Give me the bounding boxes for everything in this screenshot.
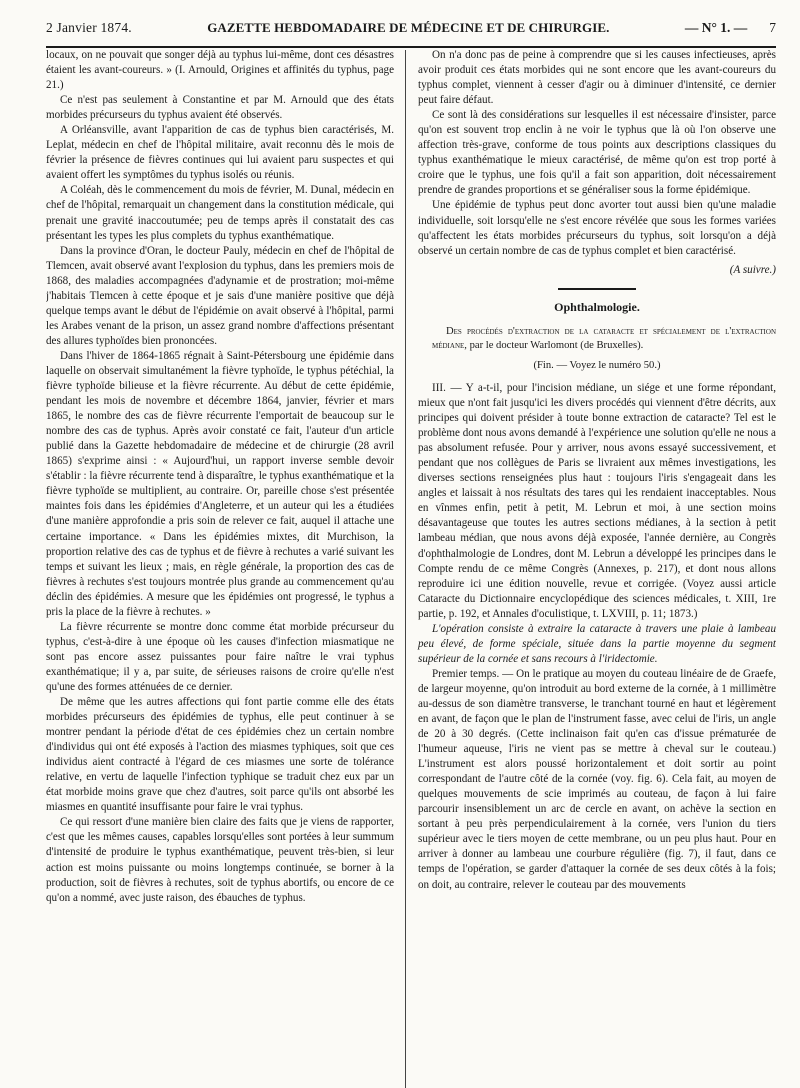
paragraph: Une épidémie de typhus peut donc avorter tout aussi bien qu'une maladie individuelle, soit lorsqu'elle ne s'est encore révélée que sous les formes variées qu'affectent les états morbides précurseurs du typhus, soit lorsqu'on a déjà observé un certain nombre de cas de typhus complet et bien caractérisé. bbox=[418, 199, 776, 257]
paragraph: De même que les autres affections qui font partie comme elle des états morbides précurseurs des épidémies de typhus, elle peut continuer à se montrer pendant la période d'état de ces épidémies chez un certain nombre d'individus qui ont été exposés à l'action des miasmes typhiques, soit que ces individus aient contracté à l'égard de ces miasmes une sorte de tolérance relative, en vertu de laquelle l'infection typhique se traduit chez eux par un état morbide moins grave que chez d'autres, soit parce qu'ils ont absorbé les miasmes en quantité insuffisante pour faire le vrai typhus. bbox=[46, 696, 394, 814]
paragraph: Dans la province d'Oran, le docteur Pauly, médecin en chef de l'hôpital de Tlemcen, avait observé avant l'explosion du typhus, dans les premiers mois de 1868, des maladies accompagnées d'adynamie et de prostration; moi-même j'habitais Tlemcen à cette époque et je sais d'une manière positive que déjà quelque temps avant le début de l'épidémie on avait observé à l'hôpital, parmi les Arabes venant de la prison, un assez grand nombre d'affections présentant des allures typhoïdes bien prononcées. bbox=[46, 244, 394, 347]
article-title-main: Des procédés d'extraction de la cataracte et spécialement de l'extraction médiane, bbox=[432, 325, 776, 352]
section-rule bbox=[558, 288, 636, 290]
paragraph: Ce qui ressort d'une manière bien claire des faits que je viens de rapporter, c'est que les mêmes causes, capables lorsqu'elles sont portées à leur summum d'intensité de produire le typhus exanthématique, peuvent très-bien, si leur action est moins puissante ou moins longtemps continuée, se borner à la production, soit de fièvres à rechutes, soit de typhus abortifs, ou encore de ce qu'on a nommé, avec juste raison, des ébauches de typhus. bbox=[46, 816, 394, 904]
paragraph: Ce n'est pas seulement à Constantine et par M. Arnould que des états morbides précurseurs du typhus avaient été observés. bbox=[46, 94, 394, 122]
paragraph: Dans l'hiver de 1864-1865 régnait à Saint-Pétersbourg une épidémie dans laquelle on observait simultanément la fièvre typhoïde, le typhus pétéchial, la fièvre typhoïde bilieuse et la fièvre récurrente. Au début de cette épidémie, pendant les mois de novembre et décembre 1864, janvier, février et mars 1865, le nombre des cas de fièvre récurrente l'emportait de beaucoup sur le nombre des cas de typhus. Après avoir constaté ce fait, l'auteur d'un article publié dans la Gazette hebdomadaire de médecine et de chirurgie (28 avril 1865) s'exprime ainsi : « Aujourd'hui, un rapport inverse semble devoir s'établir : la fièvre récurrente tend à disparaître, le typhus exanthématique et la fièvre typhoïde se multiplient, au contraire. Or, pareille chose s'est présentée maintes fois dans les épidémies d'Angleterre, et un auteur qui les a étudiées d'une manière approfondie a pris soin de relever ce fait, auquel il attache une certaine importance. « Dans les épidémies mixtes, dit Murchison, la proportion relative des cas de typhus et de fièvre à rechutes a varié suivant les temps et suivant les lieux ; mais, en règle générale, la proportion des cas de fièvres à rechutes s'est toujours montrée plus grande au commencement qu'au déclin des épidémies. A mesure que les épidémies ont progressé, le typhus a pris la place de la fièvre à rechutes. » bbox=[46, 349, 394, 618]
left-column bbox=[46, 48, 405, 1088]
paragraph: A Coléah, dès le commencement du mois de février, M. Dunal, médecin en chef de l'hôpital, remarquait un changement dans la constitution médicale, qui prenait une gravité inaccoutumée; peu de temps après il constatait des cas présentant les types les plus complets du typhus exanthématique. bbox=[46, 184, 394, 242]
paragraph: A Orléansville, avant l'apparition de cas de typhus bien caractérisés, M. Leplat, médecin en chef de l'hôpital militaire, avait reconnu dès le mois de février la présence de fièvres continues qui lui avaient paru suspectes et qui avaient offert les symptômes du typhus isolés ou réunis. bbox=[46, 124, 394, 182]
paragraph: Premier temps. — On le pratique au moyen du couteau linéaire de de Graefe, de largeur moyenne, qu'on introduit au bord externe de la cornée, à 1 millimètre au-dessus de son diamètre transverse, le tranchant tourné en haut et légèrement en avant, de façon que le plan de l'instrument fasse, avec celui de l'iris, un angle de 20 à 30 degrés. (Cette inclinaison fait qu'en cas d'issue prématurée de l'humeur aqueuse, l'iris ne vient pas se mettre à cheval sur le couteau.) L'instrument est alors poussé horizontalement et doit sortir au point correspondant de l'autre côté de la cornée (voy. fig. 6). Cela fait, au moyen de quelques mouvements de scie imprimés au couteau, de façon à lui faire parcourir insensiblement un arc de cercle en avant, on achève la section en sortant à peu près perpendiculairement à la cornée, vers l'union du tiers supérieur avec le tiers moyen de cette membrane, ou un peu plus haut. Pour en arriver à donner au lambeau une courbure régulière (fig. 7), il faut, dans ce temps de l'opération, se garder d'attaquer la cornée de ses deux côtés à la fois; on doit, au contraire, relever le couteau par des mouvements bbox=[418, 667, 776, 891]
paragraph: III. — Y a-t-il, pour l'incision médiane, un siége et une forme répondant, mieux que n'ont fait jusqu'ici les divers procédés qui viennent d'être décrits, aux principes qui doivent présider à toute bonne extraction de cataracte? Tel est le problème dont nous avons demandé à l'expérience une solution qu'elle ne nous a pas absolument refusée. Pour y arriver, nous avons essayé successivement, et pendant que nos collègues de Paris se livraient aux mêmes investigations, les diverses sections renseignées plus haut : toujours l'iris s'engageait dans les angles et laissait à nos résultats des tares qui les rendaient inacceptables. Nous en vînmes enfin, petit à petit, M. Lebrun et moi, à une section moins désavantageuse que toutes les autres sections médianes, à la section à petit lambeau médian, que nous avons déjà exposée, l'année dernière, au Congrès d'ophthalmologie de Londres, dont M. Lebrun a développé les principes dans le Compte rendu de ce même Congrès (Annexes, p. 217), et dont nous allons reproduire ici une édition nouvelle, revue et corrigée. (Voyez aussi article Cataracte du Dictionnaire encyclopédique des sciences médicales, t. XIII, 1re partie, p. 192, et Annales d'oculistique, t. LXVIII, p. 11; 1873.) bbox=[418, 381, 776, 620]
paragraph: Ce sont là des considérations sur lesquelles il est nécessaire d'insister, parce qu'on est souvent trop enclin à ne voir le typhus que là où l'on observe une affection très-grave, conforme de tous points aux descriptions classiques du typhus exanthématique le mieux caractérisé, de même qu'on est trop porté à croire que le typhus, une fois qu'il a fait son apparition, doit nécessairement prendre de grandes proportions et se généraliser sous la forme épidémique. bbox=[418, 109, 776, 197]
section-heading: Ophthalmologie. bbox=[554, 299, 640, 314]
issue-number: — N° 1. — bbox=[684, 20, 748, 35]
right-column bbox=[406, 48, 776, 1088]
header-date: 2 Janvier 1874. bbox=[46, 20, 132, 35]
article-title bbox=[418, 325, 776, 354]
two-column-body bbox=[46, 48, 776, 1088]
to-be-continued: (A suivre.) bbox=[729, 263, 776, 276]
operation-summary: L'opération consiste à extraire la cataracte à travers une plaie à lambeau peu élevé, de forme spéciale, située dans la partie moyenne du segment supérieur de la cornée et sans recours à l'iridectomie. bbox=[418, 622, 776, 665]
paragraph: La fièvre récurrente se montre donc comme état morbide précurseur du typhus, c'est-à-dire à une époque où les causes d'infection miasmatique ne sont pas encore assez puissantes pour faire naître le vrai typhus exanthématique; il y a, par suite, de sérieuses raisons de croire qu'elle n'est qu'une des formes atténuées de ce dernier. bbox=[46, 620, 394, 693]
article-title-author: par le docteur Warlomont (de Bruxelles). bbox=[466, 340, 644, 352]
page-number: 7 bbox=[769, 20, 776, 35]
paragraph: locaux, on ne pouvait que songer déjà au typhus lui-même, dont ces désastres étaient les avant-coureurs. » (I. Arnould, Origines et affinités du typhus, page 21.) bbox=[46, 49, 394, 92]
running-header bbox=[46, 20, 776, 42]
paragraph: On n'a donc pas de peine à comprendre que si les causes infectieuses, après avoir produit ces états morbides qui ne sont encore que les avant-coureurs du typhus complet, viennent à cesser d'agir ou à diminuer d'intensité, ce dernier peut faire défaut. bbox=[418, 49, 776, 107]
journal-title: GAZETTE HEBDOMADAIRE DE MÉDECINE ET DE CHIRURGIE. bbox=[207, 20, 610, 35]
article-note: (Fin. — Voyez le numéro 50.) bbox=[533, 359, 661, 371]
header-right bbox=[685, 20, 776, 36]
